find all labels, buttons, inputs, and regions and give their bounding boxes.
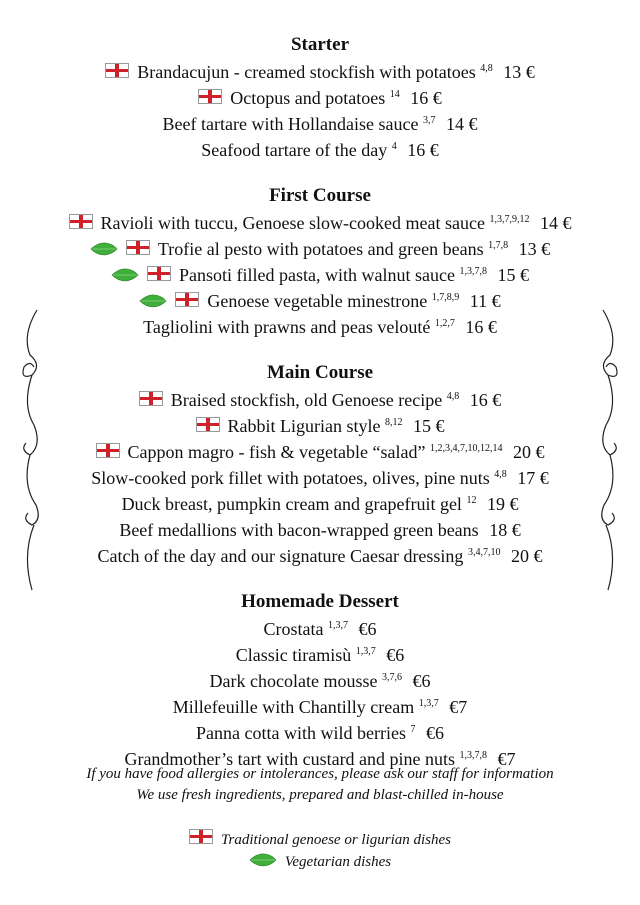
dish-price: €6 — [358, 619, 377, 639]
leaf-icon — [139, 294, 167, 308]
menu — [0, 33, 640, 793]
allergen-codes: 4 — [391, 141, 397, 152]
allergen-codes: 3,7 — [422, 115, 436, 126]
allergen-codes: 4,8 — [494, 469, 507, 480]
allergen-codes: 4,8 — [480, 63, 493, 74]
dish-name: Dark chocolate mousse — [209, 671, 378, 691]
dish-name: Pansoti filled pasta, with walnut sauce — [179, 265, 455, 285]
allergen-codes: 1,2,3,4,7,10,12,14 — [429, 443, 503, 454]
allergen-codes: 1,3,7,8 — [459, 266, 487, 277]
ingredients-notice-line: We use fresh ingredients, prepared and blast-chilled in-house — [136, 787, 504, 803]
allergy-notice-line: If you have food allergies or intolerances, please ask our staff for information — [86, 766, 554, 782]
allergen-codes: 1,7,8,9 — [431, 292, 460, 303]
dish-price: 14 € — [445, 114, 478, 134]
allergen-codes: 1,3,7 — [328, 620, 348, 631]
allergen-codes: 12 — [466, 495, 477, 506]
legend-traditional-label: Traditional genoese or ligurian dishes — [220, 832, 451, 848]
menu-section — [0, 33, 640, 163]
leaf-icon — [249, 853, 277, 867]
menu-item — [0, 59, 640, 85]
dish-price: 15 € — [497, 265, 529, 285]
genoese-flag-icon — [175, 292, 199, 307]
genoese-flag-icon — [147, 266, 171, 281]
menu-item — [0, 413, 640, 439]
menu-item — [0, 111, 640, 137]
dish-name: Braised stockfish, old Genoese recipe — [170, 390, 443, 410]
menu-item — [0, 517, 640, 543]
dish-price: 16 € — [410, 88, 442, 108]
dish-name: Panna cotta with wild berries — [196, 723, 406, 743]
legend — [0, 829, 640, 873]
dish-name: Millefeuille with Chantilly cream — [172, 697, 415, 717]
legend-vegetarian — [0, 851, 640, 873]
menu-item — [0, 288, 640, 314]
genoese-flag-icon — [139, 391, 163, 406]
menu-section — [0, 361, 640, 569]
dish-price: 20 € — [512, 442, 545, 462]
allergy-notice — [0, 764, 640, 806]
allergen-codes: 14 — [389, 89, 400, 100]
allergen-codes: 4,8 — [446, 391, 460, 402]
menu-item — [0, 642, 640, 668]
section-title: Starter — [290, 34, 350, 55]
leaf-icon — [111, 268, 139, 282]
section-title: Main Course — [266, 362, 374, 383]
dish-price: 13 € — [518, 239, 551, 259]
dish-name: Catch of the day and our signature Caesar dressing — [97, 546, 464, 566]
menu-item — [0, 543, 640, 569]
dish-name: Slow-cooked pork fillet with potatoes, olives, pine nuts — [91, 468, 490, 488]
dish-name: Tagliolini with prawns and peas velouté — [143, 317, 431, 337]
genoese-flag-icon — [126, 240, 150, 255]
legend-traditional — [0, 829, 640, 851]
menu-item — [0, 616, 640, 642]
dish-price: €7 — [497, 749, 516, 769]
dish-name: Beef medallions with bacon-wrapped green beans — [119, 520, 479, 540]
genoese-flag-icon — [189, 829, 213, 844]
dish-name: Duck breast, pumpkin cream and grapefruit gel — [121, 494, 462, 514]
genoese-flag-icon — [196, 417, 220, 432]
dish-price: 20 € — [510, 546, 543, 566]
allergen-codes: 7 — [410, 724, 416, 735]
dish-price: 17 € — [517, 468, 549, 488]
dish-price: €6 — [412, 671, 431, 691]
genoese-flag-icon — [96, 443, 120, 458]
legend-vegetarian-label: Vegetarian dishes — [284, 854, 392, 870]
dish-name: Seafood tartare of the day — [201, 140, 388, 160]
menu-section — [0, 590, 640, 772]
dish-price: 15 € — [412, 416, 445, 436]
dish-price: 18 € — [489, 520, 521, 540]
section-title: Homemade Dessert — [241, 591, 399, 612]
dish-price: 16 € — [407, 140, 439, 160]
menu-item — [0, 137, 640, 163]
dish-price: 16 € — [469, 390, 502, 410]
menu-section — [0, 184, 640, 340]
dish-price: 19 € — [486, 494, 519, 514]
menu-item — [0, 668, 640, 694]
menu-item — [0, 465, 640, 491]
genoese-flag-icon — [105, 63, 129, 78]
allergen-codes: 1,3,7,8 — [459, 750, 488, 761]
menu-item — [0, 694, 640, 720]
menu-item — [0, 314, 640, 340]
menu-item — [0, 85, 640, 111]
dish-price: 13 € — [503, 62, 535, 82]
allergen-codes: 3,4,7,10 — [467, 547, 501, 558]
allergen-codes: 1,3,7 — [355, 646, 376, 657]
dish-name: Brandacujun - creamed stockfish with potatoes — [137, 62, 476, 82]
menu-item — [0, 720, 640, 746]
dish-name: Crostata — [263, 619, 324, 639]
dish-price: €6 — [425, 723, 444, 743]
dish-name: Grandmother’s tart with custard and pine nuts — [124, 749, 456, 769]
section-title: First Course — [269, 185, 371, 206]
dish-name: Octopus and potatoes — [230, 88, 386, 108]
menu-item — [0, 491, 640, 517]
allergen-codes: 1,2,7 — [434, 318, 455, 329]
dish-name: Beef tartare with Hollandaise sauce — [162, 114, 419, 134]
allergen-codes: 8,12 — [384, 417, 403, 428]
menu-item — [0, 236, 640, 262]
dish-price: 16 € — [465, 317, 497, 337]
dish-name: Ravioli with tuccu, Genoese slow-cooked meat sauce — [100, 213, 485, 233]
dish-name: Rabbit Ligurian style — [227, 416, 381, 436]
menu-item — [0, 439, 640, 465]
dish-price: €6 — [386, 645, 405, 665]
genoese-flag-icon — [198, 89, 222, 104]
menu-item — [0, 387, 640, 413]
allergen-codes: 3,7,6 — [381, 672, 402, 683]
leaf-icon — [90, 242, 118, 256]
menu-item — [0, 210, 640, 236]
dish-price: 14 € — [539, 213, 572, 233]
dish-name: Genoese vegetable minestrone — [207, 291, 428, 311]
menu-item — [0, 262, 640, 288]
dish-name: Classic tiramisù — [235, 645, 352, 665]
allergen-codes: 1,3,7,9,12 — [489, 214, 530, 225]
allergen-codes: 1,3,7 — [418, 698, 439, 709]
dish-name: Cappon magro - fish & vegetable “salad” — [127, 442, 426, 462]
allergen-codes: 1,7,8 — [488, 240, 509, 251]
dish-price: 11 € — [469, 291, 501, 311]
dish-price: €7 — [449, 697, 468, 717]
genoese-flag-icon — [69, 214, 93, 229]
dish-name: Trofie al pesto with potatoes and green beans — [157, 239, 484, 259]
